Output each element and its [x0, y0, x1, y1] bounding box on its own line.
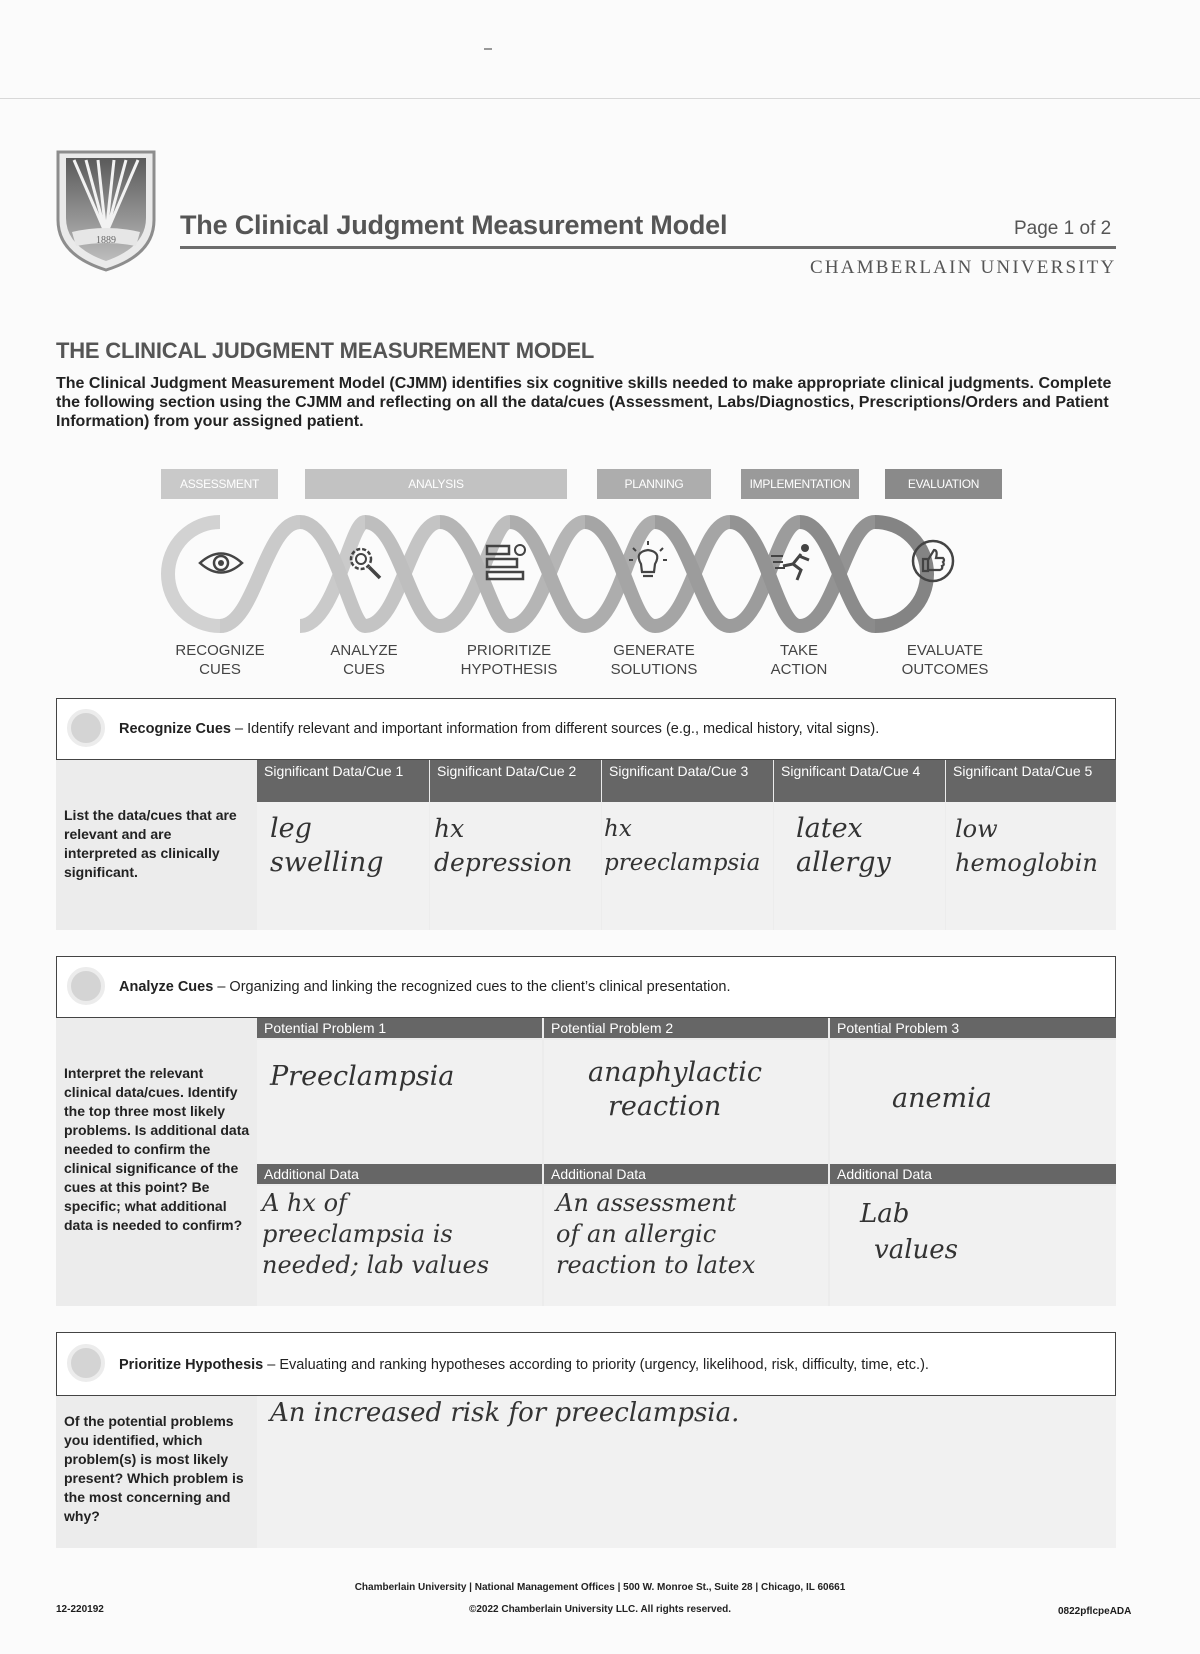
problem-answer-1: Preeclampsia [270, 1061, 455, 1092]
footer-left-code: 12-220192 [56, 1604, 104, 1615]
footer-copyright: ©2022 Chamberlain University LLC. All rights reserved. [468, 1604, 732, 1615]
additional-answer-2: An assessment of an allergic reaction to latex [556, 1189, 756, 1279]
prioritize-hypothesis-header [56, 1332, 1116, 1396]
eye-icon [67, 709, 105, 747]
university-crest-logo [56, 150, 156, 272]
cue-header-4: Significant Data/Cue 4 [774, 760, 945, 802]
cue-header-3: Significant Data/Cue 3 [602, 760, 773, 802]
gear-magnifier-icon [344, 542, 384, 582]
recognize-cues-title: Recognize Cues – Identify relevant and important information from different sources (e.g., medical history, vital signs). [119, 721, 880, 737]
stage-implementation: IMPLEMENTATION [741, 469, 859, 499]
stage-planning: PLANNING [597, 469, 711, 499]
prioritize-hypothesis-title: Prioritize Hypothesis – Evaluating and ranking hypotheses according to priority (urgency, likelihood, risk, difficulty, time, etc.). [119, 1357, 929, 1373]
step-prioritize-hypothesis: PRIORITIZE HYPOTHESIS [460, 642, 558, 678]
title-rule [180, 246, 1116, 249]
stage-assessment: ASSESSMENT [161, 469, 278, 499]
recognize-cues-prompt: List the data/cues that are relevant and are interpreted as clinically significant. [64, 807, 237, 880]
problem-header-3: Potential Problem 3 [830, 1018, 1116, 1038]
additional-answer-3: Lab values [860, 1199, 958, 1265]
additional-header-3: Additional Data [830, 1164, 1116, 1184]
document-title: The Clinical Judgment Measurement Model [180, 210, 728, 240]
stage-evaluation: EVALUATION [885, 469, 1002, 499]
cue-answer-5: low hemoglobin [955, 815, 1098, 877]
cue-answer-2: hx depression [434, 814, 573, 877]
cue-answer-1: leg swelling [270, 813, 384, 878]
prioritize-answer: An increased risk for preeclampsia. [270, 1398, 740, 1428]
cue-header-5: Significant Data/Cue 5 [946, 760, 1116, 802]
analyze-cues-prompt: Interpret the relevant clinical data/cues. Identify the top three most likely problems. Is additional data needed to confirm the clinical significance of the cues at this point? Be specific; what additional data is needed to confirm? [64, 1065, 250, 1233]
page-number: Page 1 of 2 [1014, 218, 1112, 239]
problem-header-2: Potential Problem 2 [544, 1018, 828, 1038]
section-heading: THE CLINICAL JUDGMENT MEASUREMENT MODEL [56, 338, 595, 363]
scan-edge [0, 98, 1200, 99]
step-analyze-cues: ANALYZE CUES [330, 642, 398, 678]
university-name: CHAMBERLAIN UNIVERSITY [810, 257, 1117, 278]
additional-header-2: Additional Data [544, 1164, 828, 1184]
cue-header-2: Significant Data/Cue 2 [430, 760, 601, 802]
cue-header-1: Significant Data/Cue 1 [257, 760, 429, 802]
prioritize-prompt: Of the potential problems you identified, which problem(s) is most likely present? Which problem is the most concerning and why? [64, 1413, 244, 1524]
recognize-cues-header [56, 698, 1116, 760]
problem-answer-3: anemia [892, 1083, 992, 1114]
cue-answer-4: latex allergy [796, 813, 891, 878]
crest-year: 1889 [96, 235, 116, 246]
additional-answer-1: A hx of preeclampsia is needed; lab values [262, 1189, 490, 1279]
gear-icon [67, 967, 105, 1005]
lightbulb-icon [628, 540, 668, 584]
step-evaluate-outcomes: EVALUATE OUTCOMES [901, 642, 989, 678]
problem-answer-2: anaphylactic reaction [588, 1057, 762, 1122]
priority-list-icon [67, 1344, 105, 1382]
analyze-cues-title: Analyze Cues – Organizing and linking the recognized cues to the client’s clinical presentation. [119, 979, 731, 995]
running-person-icon [769, 542, 819, 582]
problem-cell-1[interactable] [257, 1040, 542, 1164]
scan-mark [484, 48, 492, 50]
problem-header-1: Potential Problem 1 [257, 1018, 542, 1038]
stage-analysis: ANALYSIS [305, 469, 567, 499]
priority-list-icon [484, 542, 528, 582]
footer-right-code: 0822pflcpeADA [1058, 1606, 1132, 1617]
thumbs-up-icon [910, 538, 956, 584]
eye-icon [197, 548, 245, 578]
additional-header-1: Additional Data [257, 1164, 542, 1184]
footer-address: Chamberlain University | National Management Offices | 500 W. Monroe St., Suite 28 | Chicago, IL 60661 [354, 1582, 846, 1593]
cue-answer-3: hx preeclampsia [604, 816, 761, 876]
step-recognize-cues: RECOGNIZE CUES [175, 642, 265, 678]
analyze-cues-header [56, 956, 1116, 1018]
intro-paragraph: The Clinical Judgment Measurement Model (CJMM) identifies six cognitive skills needed to make appropriate clinical judgments. Complete the following section using the CJMM and reflecting on all the data/cues (Assessment, Labs/Diagnostics, Prescriptions/Orders and Patient Information) from your assigned patient. [56, 375, 1112, 430]
cjmm-diagram [150, 504, 1020, 644]
step-generate-solutions: GENERATE SOLUTIONS [610, 642, 698, 678]
step-take-action: TAKE ACTION [770, 642, 828, 678]
